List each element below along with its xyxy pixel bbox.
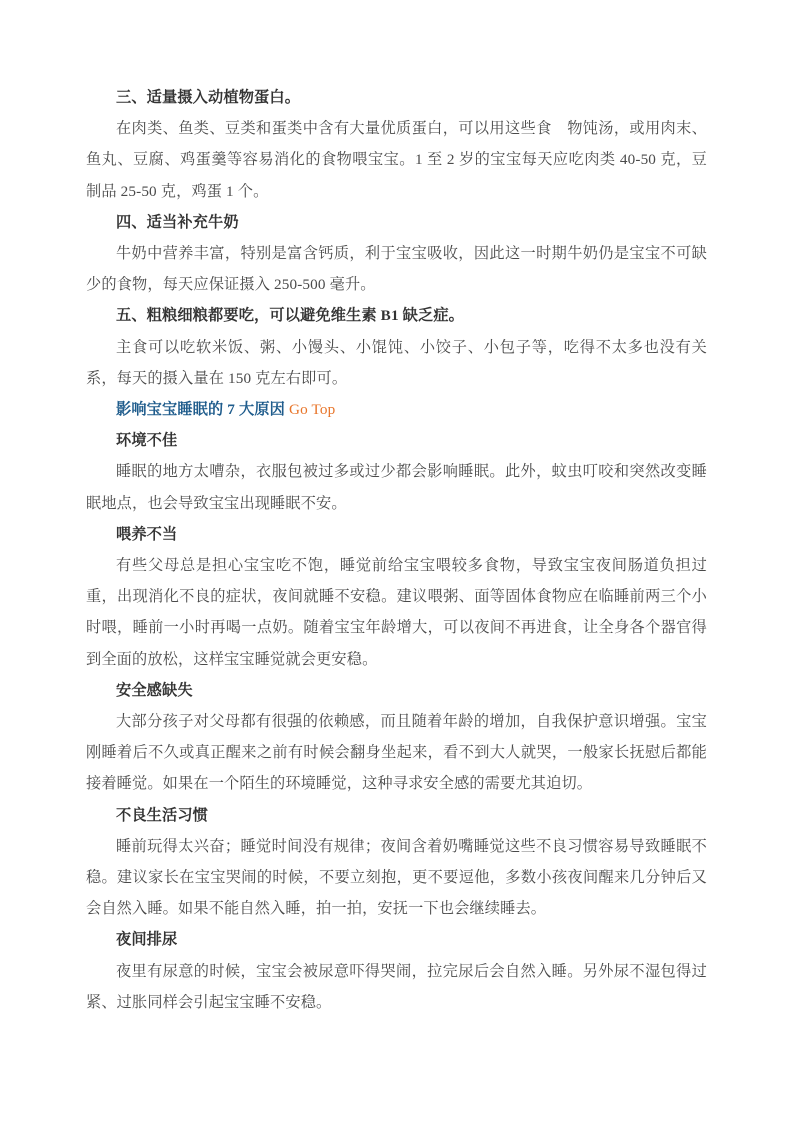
go-top-link[interactable]: Go Top: [289, 401, 336, 419]
sleep-causes-heading-line: [86, 394, 707, 425]
cause-title-habits: 不良生活习惯: [116, 806, 209, 824]
cause-body-security: 大部分孩子对父母都有很强的依赖感，而且随着年龄的增加，自我保护意识增强。宝宝刚睡着后不久或真正醒来之前有时候会翻身坐起来，看不到大人就哭，一般家长抚慰后都能接着睡觉。如果在一个陌生的环境睡觉，这种寻求安全感的需要尤其迫切。: [86, 713, 707, 793]
cause-title-security: 安全感缺失: [116, 681, 193, 699]
section-three-paragraph: 在肉类、鱼类、豆类和蛋类中含有大量优质蛋白，可以用这些食 物饨汤，或用肉末、鱼丸、豆腐、鸡蛋羹等容易消化的食物喂宝宝。1 至 2 岁的宝宝每天应吃肉类 40-50 克，豆制品 25-50 克，鸡蛋 1 个。: [86, 120, 707, 200]
section-three-heading: 三、适量摄入动植物蛋白。: [116, 89, 301, 106]
section-five-heading: 五、粗粮细粮都要吃，可以避免维生素 B1 缺乏症。: [116, 307, 465, 325]
section-five-paragraph: 主食可以吃软米饭、粥、小馒头、小馄饨、小饺子、小包子等，吃得不太多也没有关系，每天的摄入量在 150 克左右即可。: [86, 338, 707, 387]
cause-title-urination: 夜间排尿: [116, 931, 178, 949]
cause-body-habits: 睡前玩得太兴奋；睡觉时间没有规律；夜间含着奶嘴睡觉这些不良习惯容易导致睡眠不稳。建议家长在宝宝哭闹的时候，不要立刻抱，更不要逗他，多数小孩夜间醒来几分钟后又会自然入睡。如果不能自然入睡，拍一拍，安抚一下也会继续睡去。: [86, 837, 707, 918]
document-body: [86, 82, 707, 1018]
sleep-causes-heading: 影响宝宝睡眠的 7 大原因: [116, 401, 286, 419]
cause-body-feeding: 有些父母总是担心宝宝吃不饱，睡觉前给宝宝喂较多食物，导致宝宝夜间肠道负担过重，出现消化不良的症状，夜间就睡不安稳。建议喂粥、面等固体食物应在临睡前两三个小时喂，睡前一小时再喝一点奶。随着宝宝年龄增大，可以夜间不再进食，让全身各个器官得到全面的放松，这样宝宝睡觉就会更安稳。: [86, 557, 707, 668]
cause-body-urination: 夜里有尿意的时候，宝宝会被尿意吓得哭闹，拉完尿后会自然入睡。另外尿不湿包得过紧、过胀同样会引起宝宝睡不安稳。: [86, 962, 707, 1011]
cause-title-environment: 环境不佳: [116, 432, 178, 450]
cause-body-environment: 睡眠的地方太嘈杂，衣服包被过多或过少都会影响睡眠。此外，蚊虫叮咬和突然改变睡眠地点，也会导致宝宝出现睡眠不安。: [86, 463, 707, 512]
cause-title-feeding: 喂养不当: [116, 525, 178, 543]
section-four-heading: 四、适当补充牛奶: [116, 213, 239, 231]
section-four-paragraph: 牛奶中营养丰富，特别是富含钙质，利于宝宝吸收，因此这一时期牛奶仍是宝宝不可缺少的食物，每天应保证摄入 250-500 毫升。: [86, 245, 707, 294]
